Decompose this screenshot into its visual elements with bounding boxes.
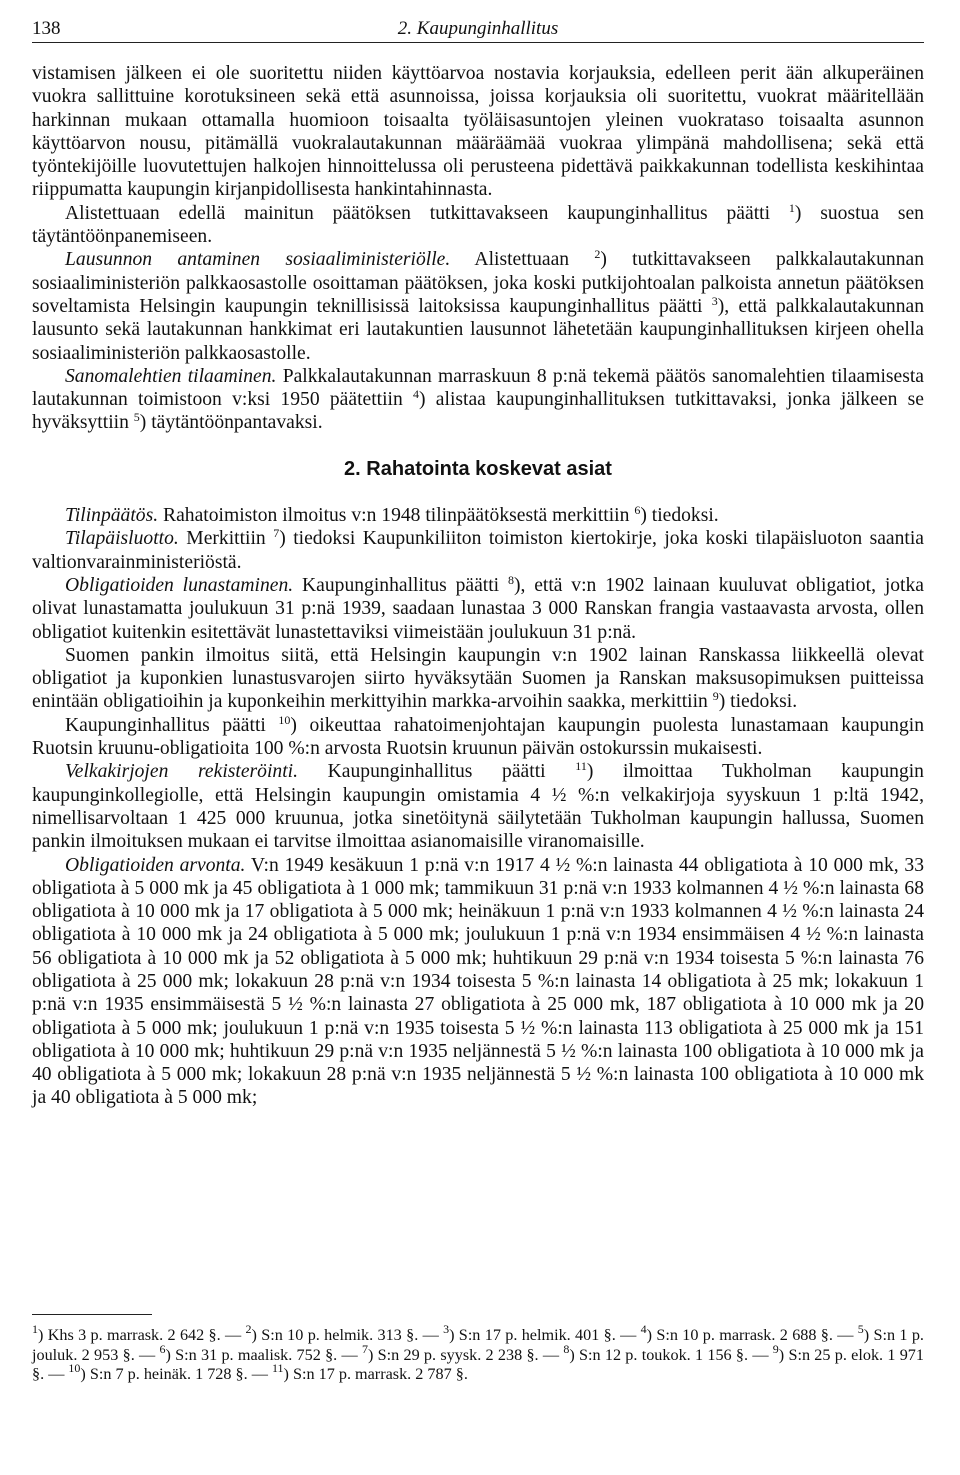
footnote-number: 6 bbox=[159, 1341, 166, 1356]
footnote-number: 3 bbox=[443, 1322, 450, 1336]
paragraph-rent-decisions: vistamisen jälkeen ei ole suoritettu niiden käyttöarvoa nostavia korjauksia, edelleen perit ään alkuperäinen vuokra sallittuine korotuksineen sekä että asunnoissa, joissa korjauksia oli suoritettu, vuokrat määritellään harkinnan mukaan ottamalla huomioon toisaalta työläisasuntojen yleinen vuokrataso toisaalta asunnon käyttöarvon nousu, pitämällä vuokralautakunnan määräämää vuokraa ylimpänä mahdollisena; sekä että työntekijöille luovutettujen halkojen hinnoittelussa oli perusteena pidettävä paikkakunnan todellista keskihintaa riippumatta kaupungin kirjanpidollisesta hankintahinnasta. bbox=[32, 63, 924, 201]
paragraph-approval: Alistettuaan edellä mainitun päätöksen tutkittavakseen kaupunginhallitus päätti $^1$) suostua sen täytäntöönpanemiseen. bbox=[32, 200, 924, 248]
footnote-number: 9 bbox=[772, 1341, 779, 1356]
footnotes bbox=[32, 1322, 924, 1385]
footnote-number: 10 bbox=[68, 1361, 81, 1376]
footnote-number: 1 bbox=[32, 1322, 38, 1336]
footnote-ref: 7 bbox=[273, 526, 280, 541]
footnote-number: 11 bbox=[271, 1361, 284, 1376]
paragraph-title: Lausunnon antaminen sosiaaliministeriölle. bbox=[65, 249, 451, 271]
paragraph-title: Tilapäisluotto. bbox=[65, 528, 179, 550]
footnote-number: 8 bbox=[563, 1341, 570, 1356]
paragraph-bond-drawing: Obligatioiden arvonta. V:n 1949 kesäkuun 1 p:nä v:n 1917 4 ½ %:n lainasta 44 obligatiota à 10 000 mk, 33 obligatiota à 5 000 mk ja 45 obligatiota à 1 000 mk; tammikuun 31 p:nä v:n 1933 kolmannen 4 ½ %:n lainasta 68 obligatiota à 10 000 mk ja 17 obligatiota à 5 000 mk; heinäkuun 1 p:nä v:n 1933 kolmannen 4 ½ %:n lainasta 24 obligatiota à 10 000 mk ja 24 obligatiota à 5 000 mk; joulukuun 1 p:nä v:n 1934 ensimmäisen 4 ½ %:n lainasta 56 obligatiota à 10 000 mk ja 52 obligatiota à 5 000 mk; huhtikuun 29 p:nä v:n 1934 toisesta 5 %:n lainasta 76 obligatiota à 25 000 mk; lokakuun 28 p:nä v:n 1934 toisesta 5 %:n lainasta 14 obligatiota à 25 mk; lokakuun 1 p:nä v:n 1935 ensimmäisestä 5 ½ %:n lainasta 27 obligatiota à 25 000 mk, 187 obligatiota à 10 000 mk ja 20 obligatiota à 5 000 mk; joulukuun 1 p:nä v:n 1935 toisesta 5 ½ %:n lainasta 113 obligatiota à 25 000 mk ja 151 obligatiota à 10 000 mk; huhtikuun 29 p:nä v:n 1935 neljännestä 5 ½ %:n lainasta 100 obligatiota à 10 000 mk ja 40 obligatiota à 5 000 mk; lokakuun 28 p:nä v:n 1935 neljännestä 5 ½ %:n lainasta 100 obligatiota à 10 000 mk ja 40 obligatiota à 5 000 mk; bbox=[32, 854, 924, 1109]
footnote-ref: 9 bbox=[712, 689, 719, 704]
paragraph-title: Velkakirjojen rekisteröinti. bbox=[65, 761, 298, 783]
footnote-text: ) S:n 10 p. marrask. 2 688 §. — bbox=[646, 1326, 858, 1344]
footnote-text: ) S:n 25 p. elok. 1 971 §. — bbox=[32, 1345, 924, 1384]
footnote-ref: 11 bbox=[575, 759, 587, 774]
footnote-number: 7 bbox=[361, 1341, 368, 1356]
section-heading: 2. Rahatointa koskevat asiat bbox=[344, 457, 612, 480]
footnote-ref: 6 bbox=[634, 503, 641, 518]
footnote-ref: 4 bbox=[413, 387, 420, 402]
footnote-text: ) S:n 12 p. toukok. 1 156 §. — bbox=[569, 1345, 773, 1364]
footnote-ref: 10 bbox=[278, 712, 291, 727]
footnote-text: ) S:n 1 p. jouluk. 2 953 §. — bbox=[32, 1326, 924, 1364]
running-title: 2. Kaupunginhallitus bbox=[397, 18, 559, 39]
body-text bbox=[32, 62, 924, 1110]
page-number: 138 bbox=[32, 18, 61, 39]
paragraph-statement: Lausunnon antaminen sosiaaliministeriölle. Alistettuaan $^2$) tutkittavakseen palkkalautakunnan sosiaaliministeriön palkkaosastolle osoittaman päätöksen, joka koski putkijohtoalan palkoista annetun päätöksen soveltamista Helsingin kaupungin teknillisissä laitoksissa kaupunginhallitus päätti $^3$), että palkkalautakunnan lausunto sekä lautakunnan hankkimat eri lautakuntien lausunnot lähetetään kaupunginhallituksen kirjeen ohella sosiaaliministeriön palkkaosastolle. bbox=[32, 247, 924, 364]
page-header bbox=[32, 14, 924, 44]
footnote-number: 2 bbox=[245, 1322, 252, 1336]
paragraph-title: Obligatioiden lunastaminen. bbox=[65, 574, 294, 596]
paragraph-registration: Velkakirjojen rekisteröinti. Kaupunginhallitus päätti $^{11}$) ilmoittaa Tukholman kaupungin kaupunginkollegiolle, että Helsingin kaupungin omistamia 4 ½ %:n velkakirjoja syyskuun 1 p:ltä 1942, nimellisarvoltaan 1 425 000 kruunua, jotka sinetöitynä säilytetään Tukholman kaupungin hallussa, Suomen pankin ilmoituksen mukaan ei tarvitse ilmoittaa asianomaisille viranomaisille. bbox=[32, 759, 924, 853]
header-rule bbox=[32, 42, 924, 43]
paragraph-newspapers: Sanomalehtien tilaaminen. Palkkalautakunnan marraskuun 8 p:nä tekemä päätös sanomalehtien tilaamisesta lautakunnan toimistoon v:ksi 1950 päätettiin $^4$) alistaa kaupunginhallituksen tutkittavaksi, jonka jälkeen se hyväksyttiin $^5$) täytäntöönpantavaksi. bbox=[32, 365, 924, 434]
footnote-text: ) S:n 17 p. helmik. 401 §. — bbox=[449, 1326, 641, 1344]
paragraph-title: Obligatioiden arvonta. bbox=[65, 854, 246, 876]
footnote-ref: 5 bbox=[133, 410, 140, 425]
footnote-text: ) S:n 10 p. helmik. 313 §. — bbox=[251, 1326, 444, 1344]
paragraph-title: Sanomalehtien tilaaminen. bbox=[65, 365, 277, 387]
paragraph-financial-statement: Tilinpäätös. Rahatoimiston ilmoitus v:n 1948 tilinpäätöksestä merkittiin $^6$) tiedoksi. bbox=[65, 503, 719, 527]
paragraph-bond-redemption: Obligatioiden lunastaminen. Kaupunginhallitus päätti $^8$), että v:n 1902 lainaan kuuluvat obligatiot, jotka olivat lunastamatta joulukuun 31 p:nä 1939, saadaan lunastaa 3 000 Ranskan frangia vastaavasta arvosta, ollen obligatiot kuitenkin esitettävät lunastettaviksi viimeistään joulukuun 31 p:nä. bbox=[32, 572, 924, 643]
paragraph-bank-notice: Suomen pankin ilmoitus siitä, että Helsingin kaupungin v:n 1902 lainan Ranskassa liikkeellä olevat obligatiot ja kuponkien lunastusvarojen siirto hyväksytään Suomen ja Ranskan maksusopimuksen puitteissa enintään obligatioihin ja kuponkeihin merkittyihin markka-arvoihin saakka, merkittiin $^9$) tiedoksi. bbox=[32, 644, 924, 713]
footnote-text: ) S:n 31 p. maalisk. 752 §. — bbox=[165, 1345, 362, 1364]
footnote-rule bbox=[32, 1314, 152, 1315]
footnote-text: ) S:n 29 p. syysk. 2 238 §. — bbox=[367, 1345, 564, 1364]
footnote-text: ) S:n 7 p. heinäk. 1 728 §. — bbox=[80, 1365, 272, 1384]
paragraph-swedish-bonds: Kaupunginhallitus päätti $^{10}$) oikeuttaa rahatoimenjohtajan kaupungin puolesta lunastamaan kaupungin Ruotsin kruunu-obligatioita 100 %:n arvosta Ruotsin kruunun päivän ostokurssin mukaisesti. bbox=[32, 712, 924, 760]
footnote-ref: 8 bbox=[507, 572, 514, 587]
paragraph-title: Tilinpäätös. bbox=[65, 505, 159, 527]
footnote-ref: 2 bbox=[594, 247, 601, 262]
footnote-ref: 1 bbox=[788, 200, 795, 215]
footnote-text: ) Khs 3 p. marrask. 2 642 §. — bbox=[38, 1326, 246, 1344]
document-page bbox=[32, 0, 924, 1475]
footnote-text: ) S:n 17 p. marrask. 2 787 §. bbox=[283, 1365, 468, 1384]
footnote-number: 4 bbox=[640, 1322, 647, 1336]
footnote-number: 5 bbox=[857, 1322, 864, 1336]
footnote-ref: 3 bbox=[711, 293, 718, 308]
paragraph-temporary-credit: Tilapäisluotto. Merkittiin $^7$) tiedoksi Kaupunkiliiton toimiston kiertokirje, joka koski tilapäisluoton saantia valtionvarainministeriöstä. bbox=[32, 526, 925, 573]
